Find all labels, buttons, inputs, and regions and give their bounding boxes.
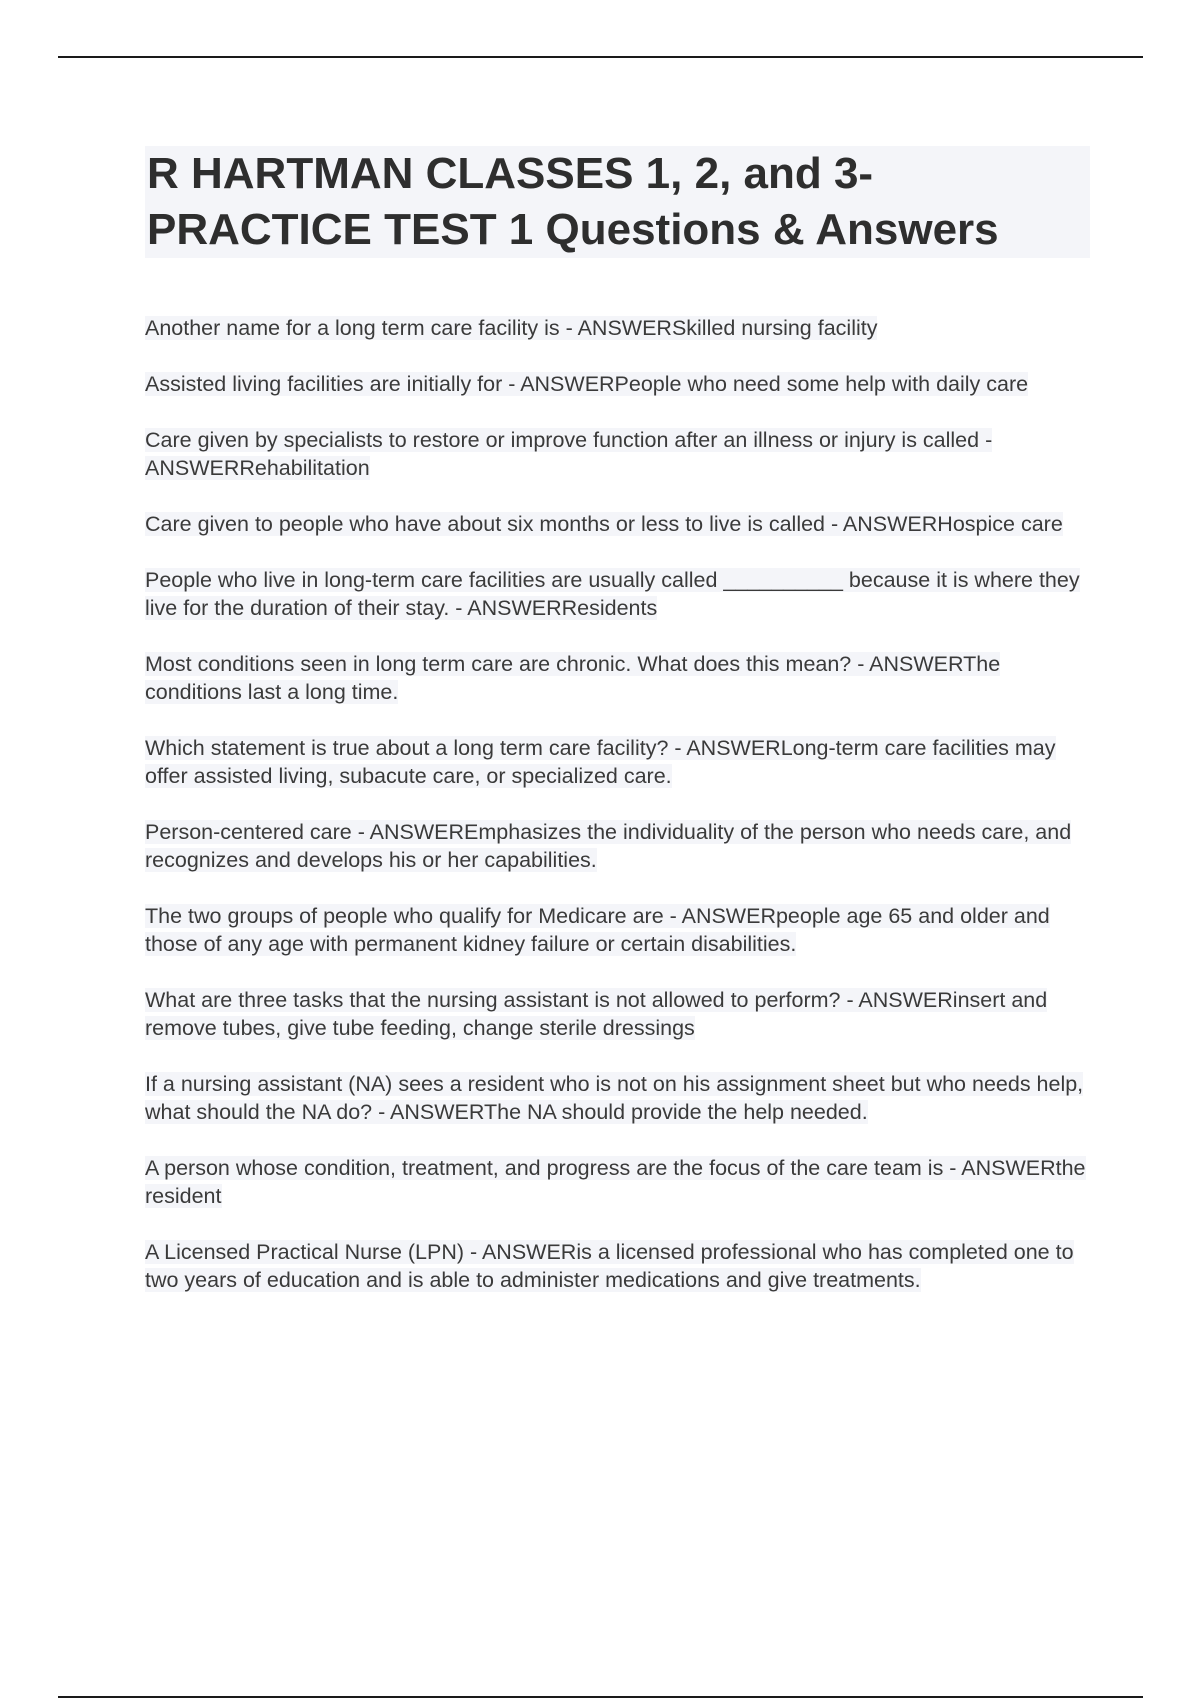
qa-text: If a nursing assistant (NA) sees a resident who is not on his assignment sheet but who needs help, what should the NA do? - ANSWERThe NA should provide the help needed. <box>145 1072 1084 1124</box>
qa-item <box>145 986 1090 1042</box>
qa-text: Assisted living facilities are initially for - ANSWERPeople who need some help with daily care <box>145 372 1029 396</box>
qa-text: The two groups of people who qualify for Medicare are - ANSWERpeople age 65 and older and those of any age with permanent kidney failure or certain disabilities. <box>145 904 1050 956</box>
qa-item <box>145 314 1090 342</box>
qa-text: Care given to people who have about six months or less to live is called - ANSWERHospice care <box>145 512 1063 536</box>
top-rule <box>58 56 1143 58</box>
qa-text: Which statement is true about a long term care facility? - ANSWERLong-term care facilities may offer assisted living, subacute care, or specialized care. <box>145 736 1056 788</box>
qa-text: Care given by specialists to restore or improve function after an illness or injury is called - ANSWERRehabilitation <box>145 428 993 480</box>
qa-text: Another name for a long term care facility is - ANSWERSkilled nursing facility <box>145 316 878 340</box>
qa-item <box>145 1154 1090 1210</box>
qa-text: What are three tasks that the nursing assistant is not allowed to perform? - ANSWERinsert and remove tubes, give tube feeding, change sterile dressings <box>145 988 1048 1040</box>
qa-text: People who live in long-term care facilities are usually called __________ because it is where they live for the duration of their stay. - ANSWERResidents <box>145 568 1080 620</box>
qa-item <box>145 510 1090 538</box>
qa-item <box>145 426 1090 482</box>
qa-item <box>145 1070 1090 1126</box>
qa-item <box>145 566 1090 622</box>
qa-text: Person-centered care - ANSWEREmphasizes the individuality of the person who needs care, and recognizes and develops his or her capabilities. <box>145 820 1072 872</box>
qa-item <box>145 818 1090 874</box>
qa-text: A Licensed Practical Nurse (LPN) - ANSWERis a licensed professional who has completed one to two years of education and is able to administer medications and give treatments. <box>145 1240 1074 1292</box>
qa-text: Most conditions seen in long term care are chronic. What does this mean? - ANSWERThe conditions last a long time. <box>145 652 1001 704</box>
qa-item <box>145 734 1090 790</box>
qa-item <box>145 1238 1090 1294</box>
qa-item <box>145 902 1090 958</box>
qa-list <box>145 314 1090 1294</box>
bottom-rule <box>58 1696 1143 1698</box>
qa-item <box>145 370 1090 398</box>
qa-text: A person whose condition, treatment, and progress are the focus of the care team is - ANSWERthe resident <box>145 1156 1086 1208</box>
qa-item <box>145 650 1090 706</box>
document-body <box>145 146 1090 1322</box>
document-title: R HARTMAN CLASSES 1, 2, and 3- PRACTICE TEST 1 Questions & Answers <box>145 146 1090 258</box>
